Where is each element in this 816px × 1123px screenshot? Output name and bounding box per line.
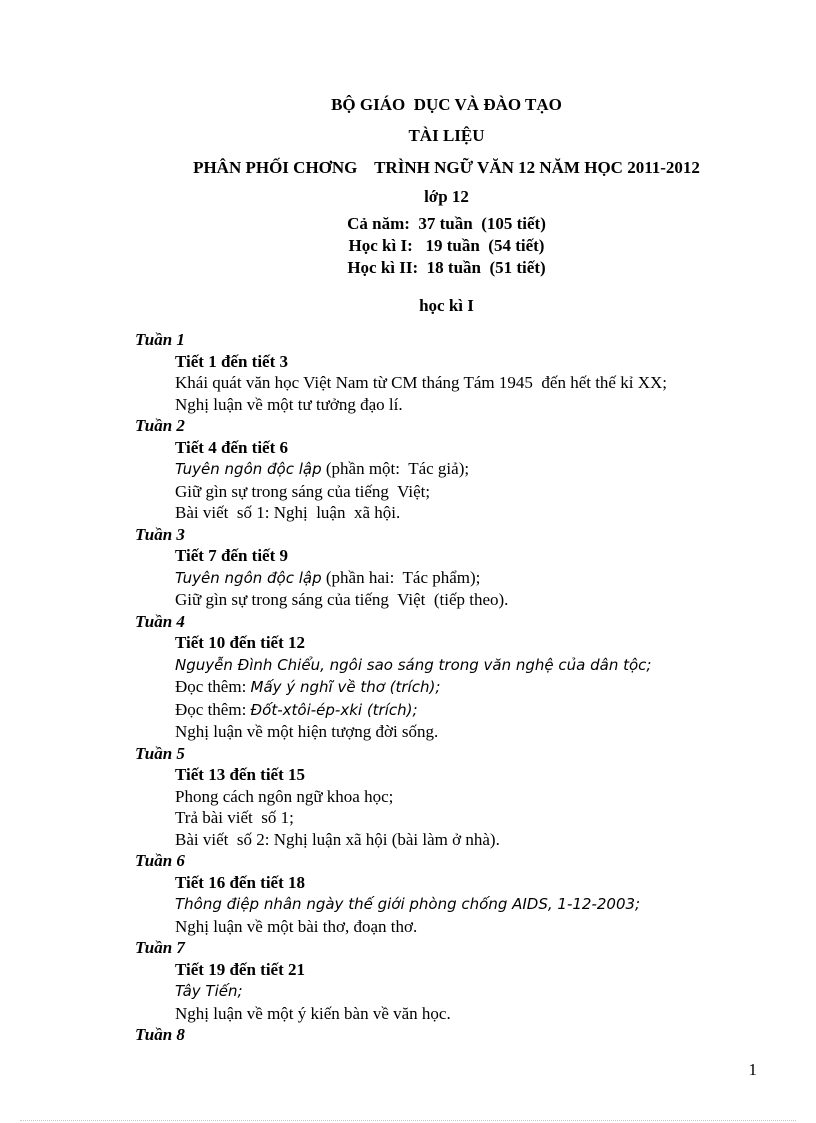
lesson-item <box>175 916 775 938</box>
lesson-item <box>175 980 775 1003</box>
lesson-range: Tiết 4 đến tiết 6 <box>175 437 289 457</box>
lesson-item <box>175 893 775 916</box>
work-title: Tây Tiến; <box>175 982 243 1000</box>
page-footer-divider <box>20 1120 796 1121</box>
item-text: Bài viết số 2: Nghị luận xã hội (bài làm ở nhà). <box>175 829 500 849</box>
lesson-item <box>175 721 775 743</box>
term1-summary: Học kì I: 19 tuần (54 tiết) <box>348 236 545 255</box>
lesson-range: Tiết 10 đến tiết 12 <box>175 633 306 652</box>
item-text: (phần một: Tác giả); <box>321 459 470 478</box>
lesson-range: Tiết 19 đến tiết 21 <box>175 959 306 979</box>
lesson-item <box>175 676 775 699</box>
week-heading: Tuần 8 <box>135 1025 185 1044</box>
week-heading: Tuần 7 <box>135 938 185 957</box>
lesson-item <box>175 829 775 851</box>
schedule-list <box>135 329 775 1046</box>
lesson-item <box>175 567 775 590</box>
week-heading: Tuần 2 <box>135 416 185 435</box>
lesson-item <box>175 458 775 481</box>
lesson-range: Tiết 7 đến tiết 9 <box>175 546 289 565</box>
year-summary: Cả năm: 37 tuần (105 tiết) <box>347 214 546 233</box>
lesson-range: Tiết 16 đến tiết 18 <box>175 872 306 892</box>
item-text: Nghị luận về một bài thơ, đoạn thơ. <box>175 916 418 936</box>
item-text: Trả bài viết số 1; <box>175 808 294 827</box>
week-heading: Tuần 5 <box>135 743 185 763</box>
item-text: Bài viết số 1: Nghị luận xã hội. <box>175 503 401 522</box>
item-text: Đọc thêm: <box>175 677 251 696</box>
item-text: Nghị luận về một ý kiến bàn về văn học. <box>175 1003 451 1023</box>
lesson-item <box>175 502 775 524</box>
lesson-item <box>175 394 775 416</box>
item-text: Phong cách ngôn ngữ khoa học; <box>175 786 394 806</box>
ministry-heading: BỘ GIÁO DỤC VÀ ĐÀO TẠO <box>331 95 562 114</box>
item-text: Khái quát văn học Việt Nam từ CM tháng Tám 1945 đến hết thế kỉ XX; <box>175 373 667 392</box>
work-title: Thông điệp nhân ngày thế giới phòng chống AIDS, 1-12-2003; <box>175 895 641 913</box>
work-title: Mấy ý nghĩ về thơ (trích); <box>250 678 441 696</box>
item-text: Nghị luận về một tư tưởng đạo lí. <box>175 394 403 414</box>
item-text: Giữ gìn sự trong sáng của tiếng Việt (tiếp theo). <box>175 590 509 609</box>
lesson-item <box>175 372 775 394</box>
semester-heading: học kì I <box>419 296 474 315</box>
grade-label: lớp 12 <box>424 187 469 206</box>
term2-summary: Học kì II: 18 tuần (51 tiết) <box>347 258 546 277</box>
item-text: Nghị luận về một hiện tượng đời sống. <box>175 722 439 741</box>
lesson-item <box>175 481 775 503</box>
lesson-item <box>175 699 775 722</box>
work-title: Đốt-xtôi-ép-xki (trích); <box>250 700 418 719</box>
item-text: Giữ gìn sự trong sáng của tiếng Việt; <box>175 481 431 501</box>
document-title: PHÂN PHỐI CHƠNG TRÌNH NGỮ VĂN 12 NĂM HỌC 2011-2012 <box>193 158 700 177</box>
item-text: (phần hai: Tác phẩm); <box>321 567 481 587</box>
lesson-range: Tiết 1 đến tiết 3 <box>175 351 289 371</box>
lesson-range: Tiết 13 đến tiết 15 <box>175 765 306 784</box>
item-text: Đọc thêm: <box>175 699 251 719</box>
week-heading: Tuần 3 <box>135 524 185 544</box>
work-title: Tuyên ngôn độc lập <box>175 568 322 587</box>
lesson-item <box>175 786 775 808</box>
document-header <box>0 94 816 317</box>
document-label: TÀI LIỆU <box>408 126 485 145</box>
lesson-item <box>175 589 775 611</box>
work-title: Nguyễn Đình Chiểu, ngôi sao sáng trong văn nghệ của dân tộc; <box>175 655 652 674</box>
week-heading: Tuần 6 <box>135 851 185 870</box>
week-heading: Tuần 4 <box>135 611 185 631</box>
page-number: 1 <box>748 1060 757 1079</box>
week-heading: Tuần 1 <box>135 330 185 349</box>
lesson-item <box>175 807 775 829</box>
work-title: Tuyên ngôn độc lập <box>175 460 322 478</box>
lesson-item <box>175 654 775 677</box>
lesson-item <box>175 1003 775 1025</box>
